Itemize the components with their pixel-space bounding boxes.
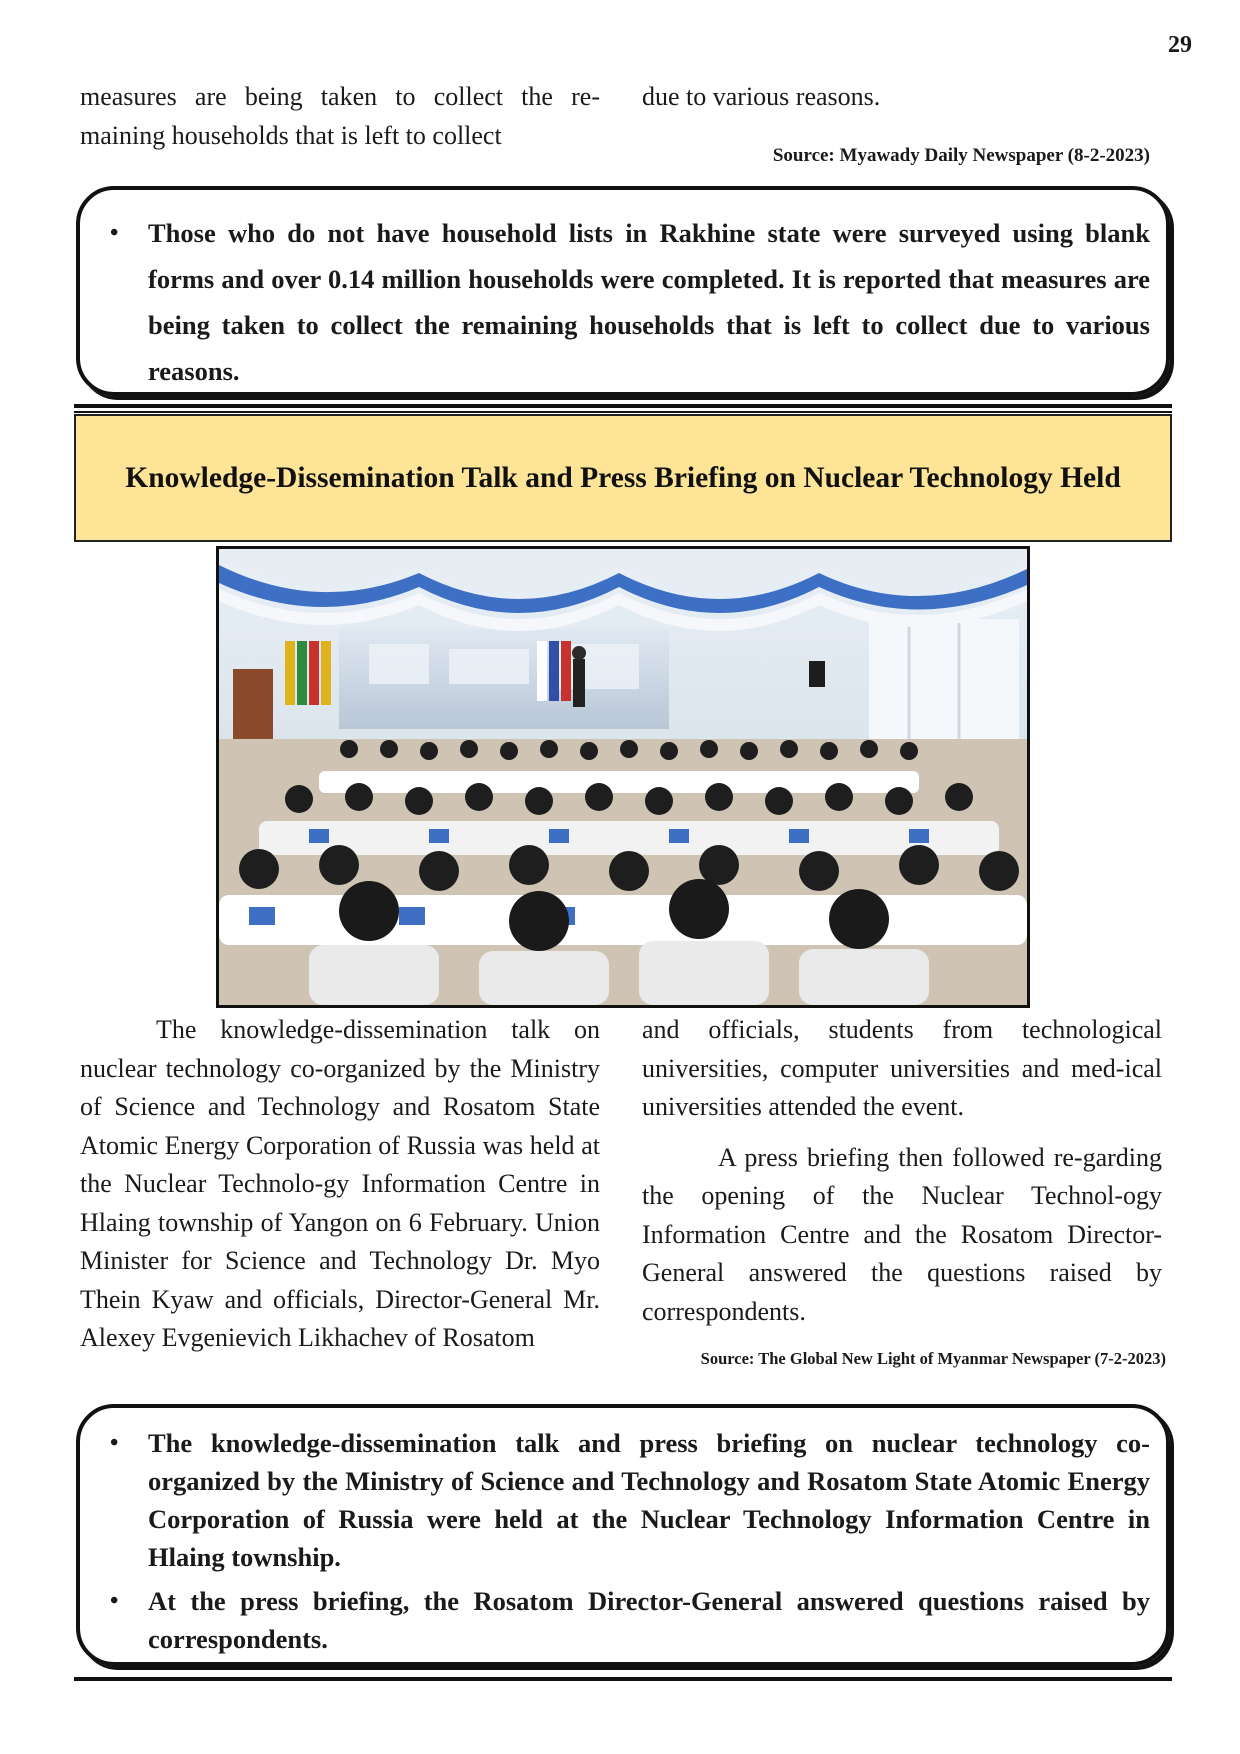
article-right-column: [642, 1011, 1162, 1331]
article-right-paragraph-1: and officials, students from technological universities, computer universities and med-ical universities attended the event.: [642, 1015, 1162, 1121]
summary-list-1: [94, 210, 1150, 394]
summary-bullet-1: • The knowledge-dissemination talk and press briefing on nuclear technology co-organized by the Ministry of Science and Technology and Rosatom State Atomic Energy Corporation of Russia were held at the Nuclear Technology Information Centre in Hlaing township.: [94, 1424, 1150, 1576]
summary-bullet-2: • At the press briefing, the Rosatom Director-General answered questions raised by correspondents.: [94, 1582, 1150, 1658]
event-photo: [216, 546, 1030, 1008]
divider-rule-thin: [74, 411, 1172, 413]
article-right-paragraph-2: A press briefing then followed re-garding the opening of the Nuclear Technol-ogy Information Centre and the Rosatom Director-General answered the questions raised by correspondents.: [642, 1142, 1162, 1326]
headline-box: [74, 414, 1172, 542]
source-global-new-light: Source: The Global New Light of Myanmar Newspaper (7-2-2023): [700, 1349, 1166, 1368]
page-number: 29: [1168, 32, 1192, 58]
event-photo-illustration: [219, 549, 1027, 1005]
summary-bullet-1: • Those who do not have household lists in Rakhine state were surveyed using blank forms and over 0.14 million households were completed. It is reported that measures are being taken to collect the remaining households that is left to collect due to various reasons.: [94, 210, 1150, 394]
top-right-column: [642, 78, 1162, 117]
top-left-column: [80, 78, 600, 155]
top-right-text: due to various reasons.: [642, 82, 881, 111]
article-headline: Knowledge-Dissemination Talk and Press Briefing on Nuclear Technology Held: [125, 461, 1121, 494]
top-left-text: measures are being taken to collect the re-maining households that is left to collect: [80, 82, 600, 150]
article-left-column: [80, 1011, 600, 1358]
summary-list-2: [94, 1424, 1150, 1658]
article-left-text: The knowledge-dissemination talk on nuclear technology co-organized by the Ministry of Science and Technology and Rosatom State Atomic Energy Corporation of Russia was held at the Nuclear Technolo-gy Information Centre in Hlaing township of Yangon on 6 February. Union Minister for Science and Technology Dr. Myo Thein Kyaw and officials, Director-General Mr. Alexey Evgenievich Likhachev of Rosatom: [80, 1015, 600, 1352]
summary-box-rakhine: [76, 186, 1170, 396]
divider-rule: [74, 404, 1172, 408]
summary-box-nuclear: [76, 1404, 1170, 1666]
source-myawady: Source: Myawady Daily Newspaper (8-2-2023): [772, 145, 1150, 166]
bottom-rule: [74, 1677, 1172, 1681]
